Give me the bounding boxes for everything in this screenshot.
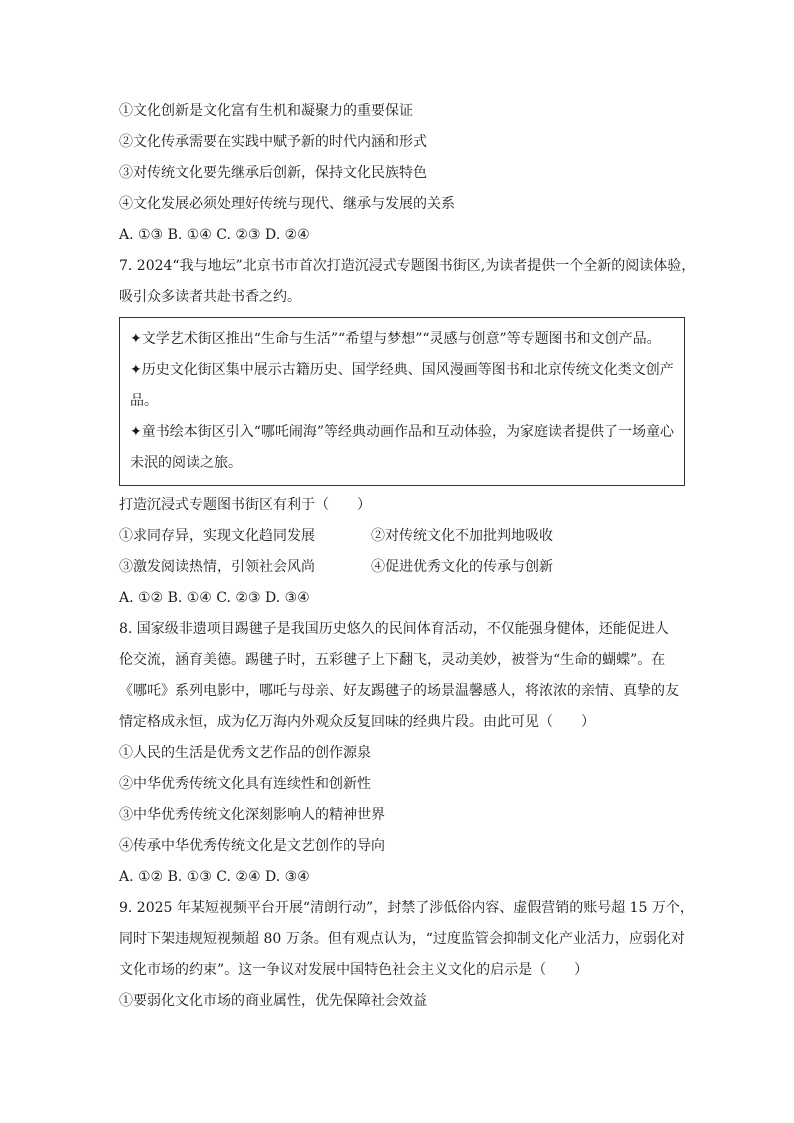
option-line: ②中华优秀传统文化具有连续性和创新性 bbox=[119, 776, 371, 792]
option-line: ②文化传承需要在实践中赋予新的时代内涵和形式 bbox=[119, 134, 427, 150]
option-line: ④文化发展必须处理好传统与现代、继承与发展的关系 bbox=[119, 196, 455, 212]
option-line: ①要弱化文化市场的商业属性，优先保障社会效益 bbox=[119, 993, 427, 1009]
material-line: 未泯的阅读之旅。 bbox=[130, 455, 242, 471]
option-line: ③激发阅读热情，引领社会风尚 bbox=[119, 559, 315, 575]
question-stem: 同时下架违规短视频超 80 万条。但有观点认为，“过度监管会抑制文化产业活力，应弱化对 bbox=[119, 931, 685, 947]
question-stem: 7. 2024“我与地坛”北京书市首次打造沉浸式专题图书街区,为读者提供一个全新的阅读体验， bbox=[119, 258, 696, 274]
option-line: ①人民的生活是优秀文艺作品的创作源泉 bbox=[119, 745, 371, 761]
material-line: ✦历史文化街区集中展示古籍历史、国学经典、国风漫画等图书和北京传统文化类文创产 bbox=[130, 362, 674, 378]
question-9 bbox=[119, 893, 694, 1017]
option-line: ①文化创新是文化富有生机和凝聚力的重要保证 bbox=[119, 103, 413, 119]
option-line: ①求同存异，实现文化趋同发展 bbox=[119, 528, 315, 544]
material-line: ✦文学艺术街区推出“生命与生活”“希望与梦想”“灵感与创意”等专题图书和文创产品。 bbox=[130, 331, 661, 347]
question-stem: 《哪吒》系列电影中，哪吒与母亲、好友踢毽子的场景温馨感人，将浓浓的亲情、真挚的友 bbox=[119, 683, 679, 699]
answer-choices: A. ①② B. ①④ C. ②③ D. ③④ bbox=[119, 590, 310, 606]
question-stem: 文化市场的约束”。这一争议对发展中国特色社会主义文化的启示是（ ） bbox=[119, 962, 589, 978]
option-line: ③中华优秀传统文化深刻影响人的精神世界 bbox=[119, 807, 385, 823]
question-7 bbox=[119, 251, 696, 614]
material-line: 品。 bbox=[130, 393, 158, 409]
question-6-options bbox=[119, 96, 685, 251]
option-line: ②对传统文化不加批判地吸收 bbox=[371, 528, 553, 544]
answer-choices: A. ①③ B. ①④ C. ②③ D. ②④ bbox=[119, 227, 310, 243]
exam-page bbox=[119, 96, 696, 1017]
question-stem: 8. 国家级非遗项目踢毽子是我国历史悠久的民间体育活动，不仅能强身健体，还能促进人 bbox=[119, 621, 669, 637]
question-stem: 吸引众多读者共赴书香之约。 bbox=[119, 289, 301, 305]
question-prompt: 打造沉浸式专题图书街区有利于（ ） bbox=[119, 497, 371, 513]
question-stem: 情定格成永恒，成为亿万海内外观众反复回味的经典片段。由此可见（ ） bbox=[119, 714, 595, 730]
option-line: ④促进优秀文化的传承与创新 bbox=[371, 559, 553, 575]
options-row bbox=[119, 552, 685, 583]
question-stem: 伦交流，涵育美德。踢毽子时，五彩毽子上下翻飞，灵动美妙，被誉为“生命的蝴蝶”。在 bbox=[119, 652, 666, 668]
material-box bbox=[119, 317, 685, 486]
option-line: ③对传统文化要先继承后创新，保持文化民族特色 bbox=[119, 165, 427, 181]
question-stem: 9. 2025 年某短视频平台开展“清朗行动”，封禁了涉低俗内容、虚假营销的账号超 15 万个， bbox=[119, 900, 694, 916]
question-8 bbox=[119, 614, 685, 893]
answer-choices: A. ①② B. ①③ C. ②④ D. ③④ bbox=[119, 869, 310, 885]
option-line: ④传承中华优秀传统文化是文艺创作的导向 bbox=[119, 838, 385, 854]
options-row bbox=[119, 521, 685, 552]
material-line: ✦童书绘本街区引入“哪吒闹海”等经典动画作品和互动体验，为家庭读者提供了一场童心 bbox=[130, 424, 675, 440]
